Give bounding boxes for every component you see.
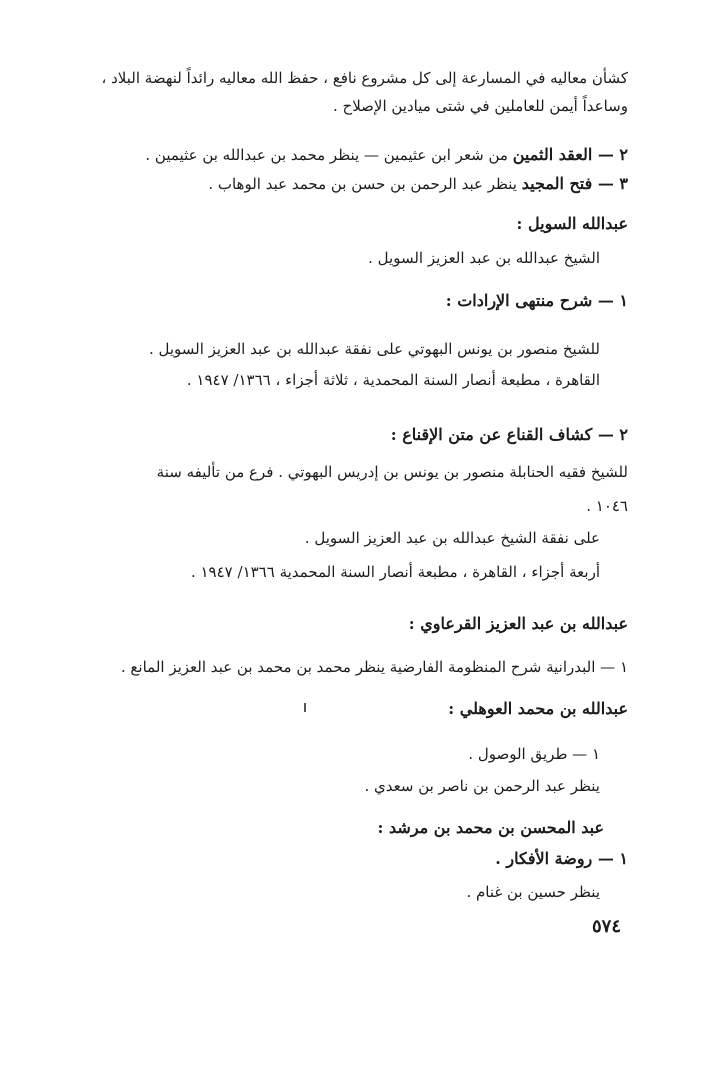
intro-line-1: كشأن معاليه في المسارعة إلى كل مشروع نافع ، حفظ الله معاليه رائداً لنهضة البلاد ، xyxy=(101,69,628,87)
book-2-line-3: على نفقة الشيخ عبدالله بن عبد العزيز السويل . xyxy=(304,529,600,547)
awhali-line-2: ينظر عبد الرحمن بن ناصر بن سعدي . xyxy=(364,777,600,795)
book-2-line-2: ١٠٤٦ . xyxy=(586,497,628,515)
item-3-title: ٣ — فتح المجيد xyxy=(521,174,628,193)
book-title-sharh-muntaha: ١ — شرح منتهى الإرادات : xyxy=(445,291,628,310)
book-1-line-2: القاهرة ، مطبعة أنصار السنة المحمدية ، ثلاثة أجزاء ، ١٣٦٦/ ١٩٤٧ . xyxy=(186,371,600,389)
section-heading-qarawi: عبدالله بن عبد العزيز القرعاوي : xyxy=(408,614,628,633)
book-1-line-1: للشيخ منصور بن يونس البهوتي على نفقة عبدالله بن عبد العزيز السويل . xyxy=(148,340,600,358)
page-number: ٥٧٤ xyxy=(592,916,622,937)
item-2 xyxy=(145,143,628,167)
murshid-line-2: ينظر حسين بن غنام . xyxy=(466,883,600,901)
section-heading-awhali: عبدالله بن محمد العوهلي : xyxy=(448,699,628,718)
section-heading-murshid: عبد المحسن بن محمد بن مرشد : xyxy=(377,818,604,837)
item-3-text: ينظر عبد الرحمن بن حسن بن محمد عبد الوهاب . xyxy=(208,175,517,193)
section-heading-suwail: عبدالله السويل : xyxy=(516,214,628,233)
suwail-author: الشيخ عبدالله بن عبد العزيز السويل . xyxy=(368,249,600,267)
book-title-kashshaf: ٢ — كشاف القناع عن متن الإقناع : xyxy=(390,425,628,444)
awhali-line-1: ١ — طريق الوصول . xyxy=(468,745,600,763)
item-2-text: من شعر ابن عثيمين — ينظر محمد بن عبدالله بن عثيمين . xyxy=(145,146,508,164)
book-2-line-1: للشيخ فقيه الحنابلة منصور بن يونس بن إدريس البهوتي . فرع من تأليفه سنة xyxy=(156,463,628,481)
item-3 xyxy=(208,172,628,196)
intro-line-2: وساعداً أيمن للعاملين في شتى ميادين الإصلاح . xyxy=(332,97,628,115)
book-2-line-4: أربعة أجزاء ، القاهرة ، مطبعة أنصار السنة المحمدية ١٣٦٦/ ١٩٤٧ . xyxy=(190,563,600,581)
murshid-line-1: ١ — روضة الأفكار . xyxy=(495,849,628,868)
qarawi-line-1: ١ — البدرانية شرح المنظومة الفارضية ينظر محمد بن محمد بن عبد العزيز المانع . xyxy=(120,658,628,676)
item-2-title: ٢ — العقد الثمين xyxy=(512,145,628,164)
stray-mark xyxy=(304,703,306,712)
